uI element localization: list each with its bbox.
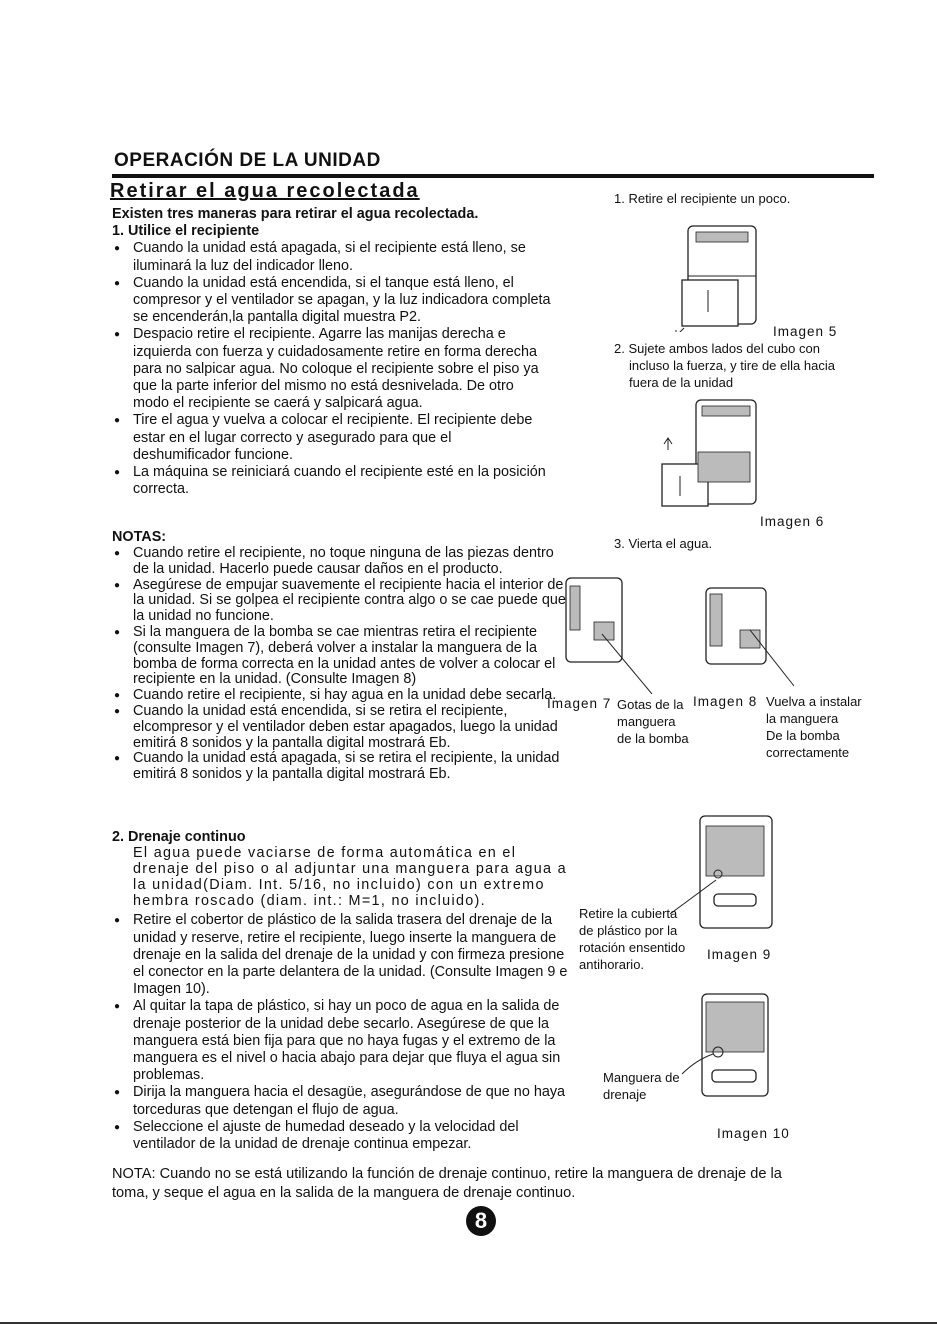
image-7-caption-line2: manguera xyxy=(617,714,676,729)
image-7-caption-line1: Gotas de la xyxy=(617,697,684,712)
image-10-label: Imagen 10 xyxy=(717,1126,790,1141)
image-10-caption-line2: drenaje xyxy=(603,1087,647,1102)
step2-caption-line1: 2. Sujete ambos lados del cubo con xyxy=(614,341,820,356)
method2-paragraph: El agua puede vaciarse de forma automática en el drenaje del piso o al adjuntar una manguera para agua a la unidad(Diam. Int. 5/16, no incluido) con un extremo hembra roscado (diam. int.: M=1, no incluido). xyxy=(133,845,567,909)
intro-text: Existen tres maneras para retirar el agua recolectada. xyxy=(112,206,479,222)
method1-list xyxy=(112,240,552,498)
image-8-caption-line1: Vuelva a instalar xyxy=(766,694,862,709)
list-item: ● Tire el agua y vuelva a colocar el recipiente. El recipiente debe estar en el lugar correcto y asegurado para que el deshumificador funcione. xyxy=(112,412,552,464)
title-rule xyxy=(112,174,874,178)
subtitle: Retirar el agua recolectada xyxy=(110,180,420,202)
image-9-caption-line1: Retire la cubierta xyxy=(579,906,678,921)
final-note: NOTA: Cuando no se está utilizando la función de drenaje continuo, retire la manguera de drenaje de la toma, y seque el agua en la salida de la manguera de drenaje continuo. xyxy=(112,1166,782,1201)
bottom-rule xyxy=(0,1322,937,1324)
list-item: ● Asegúrese de empujar suavemente el recipiente hacia el interior de la unidad. Si se golpea el recipiente contra algo o se cae puede que la unidad no funcione. xyxy=(112,578,572,625)
step1-caption: 1. Retire el recipiente un poco. xyxy=(614,191,791,206)
method2-block xyxy=(112,829,572,1153)
figure-10-illustration xyxy=(676,990,776,1100)
image-8-label: Imagen 8 xyxy=(693,694,758,709)
image-9-caption-line4: antihorario. xyxy=(579,957,645,972)
section-title: OPERACIÓN DE LA UNIDAD xyxy=(114,150,381,171)
list-item: ● Cuando la unidad está encendida, si se retira el recipiente, elcompresor y el ventilador deben estar apagados, luego la unidad emitirá 8 sonidos y la pantalla digital mostrará Eb. xyxy=(112,704,572,751)
list-item: ● Seleccione el ajuste de humedad deseado y la velocidad del ventilador de la unidad de drenaje continua empezar. xyxy=(112,1119,572,1153)
notes-block xyxy=(112,529,572,783)
list-item: ● La máquina se reiniciará cuando el recipiente esté en la posición correcta. xyxy=(112,464,552,498)
image-6-label: Imagen 6 xyxy=(760,514,825,529)
list-item: ● Cuando la unidad está encendida, si el tanque está lleno, el compresor y el ventilador se apagan, y la luz indicadora completa se encenderán,la pantalla digital muestra P2. xyxy=(112,275,552,327)
step3-caption: 3. Vierta el agua. xyxy=(614,536,713,551)
image-10-caption-line1: Manguera de xyxy=(603,1070,680,1085)
method2-list xyxy=(112,912,572,1153)
method1-block xyxy=(112,206,552,498)
figure-9-illustration xyxy=(662,812,777,932)
list-item: ● Cuando retire el recipiente, no toque ninguna de las piezas dentro de la unidad. Hacerlo puede causar daños en el producto. xyxy=(112,546,572,578)
step2-caption-line3: fuera de la unidad xyxy=(629,375,734,390)
image-8-caption-line4: correctamente xyxy=(766,745,850,760)
image-5-label: Imagen 5 xyxy=(773,324,838,339)
image-9-label: Imagen 9 xyxy=(707,947,772,962)
notes-list xyxy=(112,546,572,783)
list-item: ● Dirija la manguera hacia el desagüe, asegurándose de que no haya torceduras que detengan el flujo de agua. xyxy=(112,1084,572,1118)
image-9-caption-line3: rotación ensentido xyxy=(579,940,686,955)
image-7-caption-line3: de la bomba xyxy=(617,731,689,746)
figure-6-illustration xyxy=(650,398,770,514)
list-item: ● Cuando la unidad está apagada, si se retira el recipiente, la unidad emitirá 8 sonidos y la pantalla digital mostrará Eb. xyxy=(112,751,572,783)
method2-heading: 2. Drenaje continuo xyxy=(112,829,246,845)
list-item: ● Despacio retire el recipiente. Agarre las manijas derecha e izquierda con fuerza y cuidadosamente retire en forma derecha para no salpicar agua. No coloque el recipiente sobre el piso ya que la parte inferior del mismo no está desnivelada. De otro modo el recipiente se caerá y salpicará agua. xyxy=(112,326,552,412)
image-8-caption-line2: la manguera xyxy=(766,711,839,726)
notes-heading: NOTAS: xyxy=(112,529,167,545)
figure-5-illustration xyxy=(660,222,770,332)
list-item: ● Cuando retire el recipiente, si hay agua en la unidad debe secarla. xyxy=(112,688,572,704)
step2-caption-line2: incluso la fuerza, y tire de ella hacia xyxy=(629,358,835,373)
list-item: ● Al quitar la tapa de plástico, si hay un poco de agua en la salida de drenaje posterior de la unidad debe secarlo. Asegúrese de que la manguera está bien fija para que no haya fugas y el extremo de la manguera es el nivel o hacia abajo para dejar que fluya el agua sin problemas. xyxy=(112,998,572,1084)
method1-heading: 1. Utilice el recipiente xyxy=(112,223,260,240)
image-8-caption-line3: De la bomba xyxy=(766,728,840,743)
figures-7-8-illustration xyxy=(562,574,892,694)
list-item: ● Retire el cobertor de plástico de la salida trasera del drenaje de la unidad y reserve, retire el recipiente, luego inserte la manguera de drenaje en la salida del drenaje de la unidad y con firmeza presione el conector en la parte delantera de la unidad. (Consulte Imagen 9 e Imagen 10). xyxy=(112,912,572,998)
image-7-label: Imagen 7 xyxy=(547,696,612,711)
image-9-caption-line2: de plástico por la xyxy=(579,923,678,938)
list-item: ● Cuando la unidad está apagada, si el recipiente está lleno, se iluminará la luz del indicador lleno. xyxy=(112,240,552,274)
page-number: 8 xyxy=(466,1206,496,1236)
list-item: ● Si la manguera de la bomba se cae mientras retira el recipiente (consulte Imagen 7), deberá volver a instalar la manguera de la bomba de forma correcta en la unidad antes de volver a colocar el recipiente en la unidad. (Consulte Imagen 8) xyxy=(112,625,572,688)
